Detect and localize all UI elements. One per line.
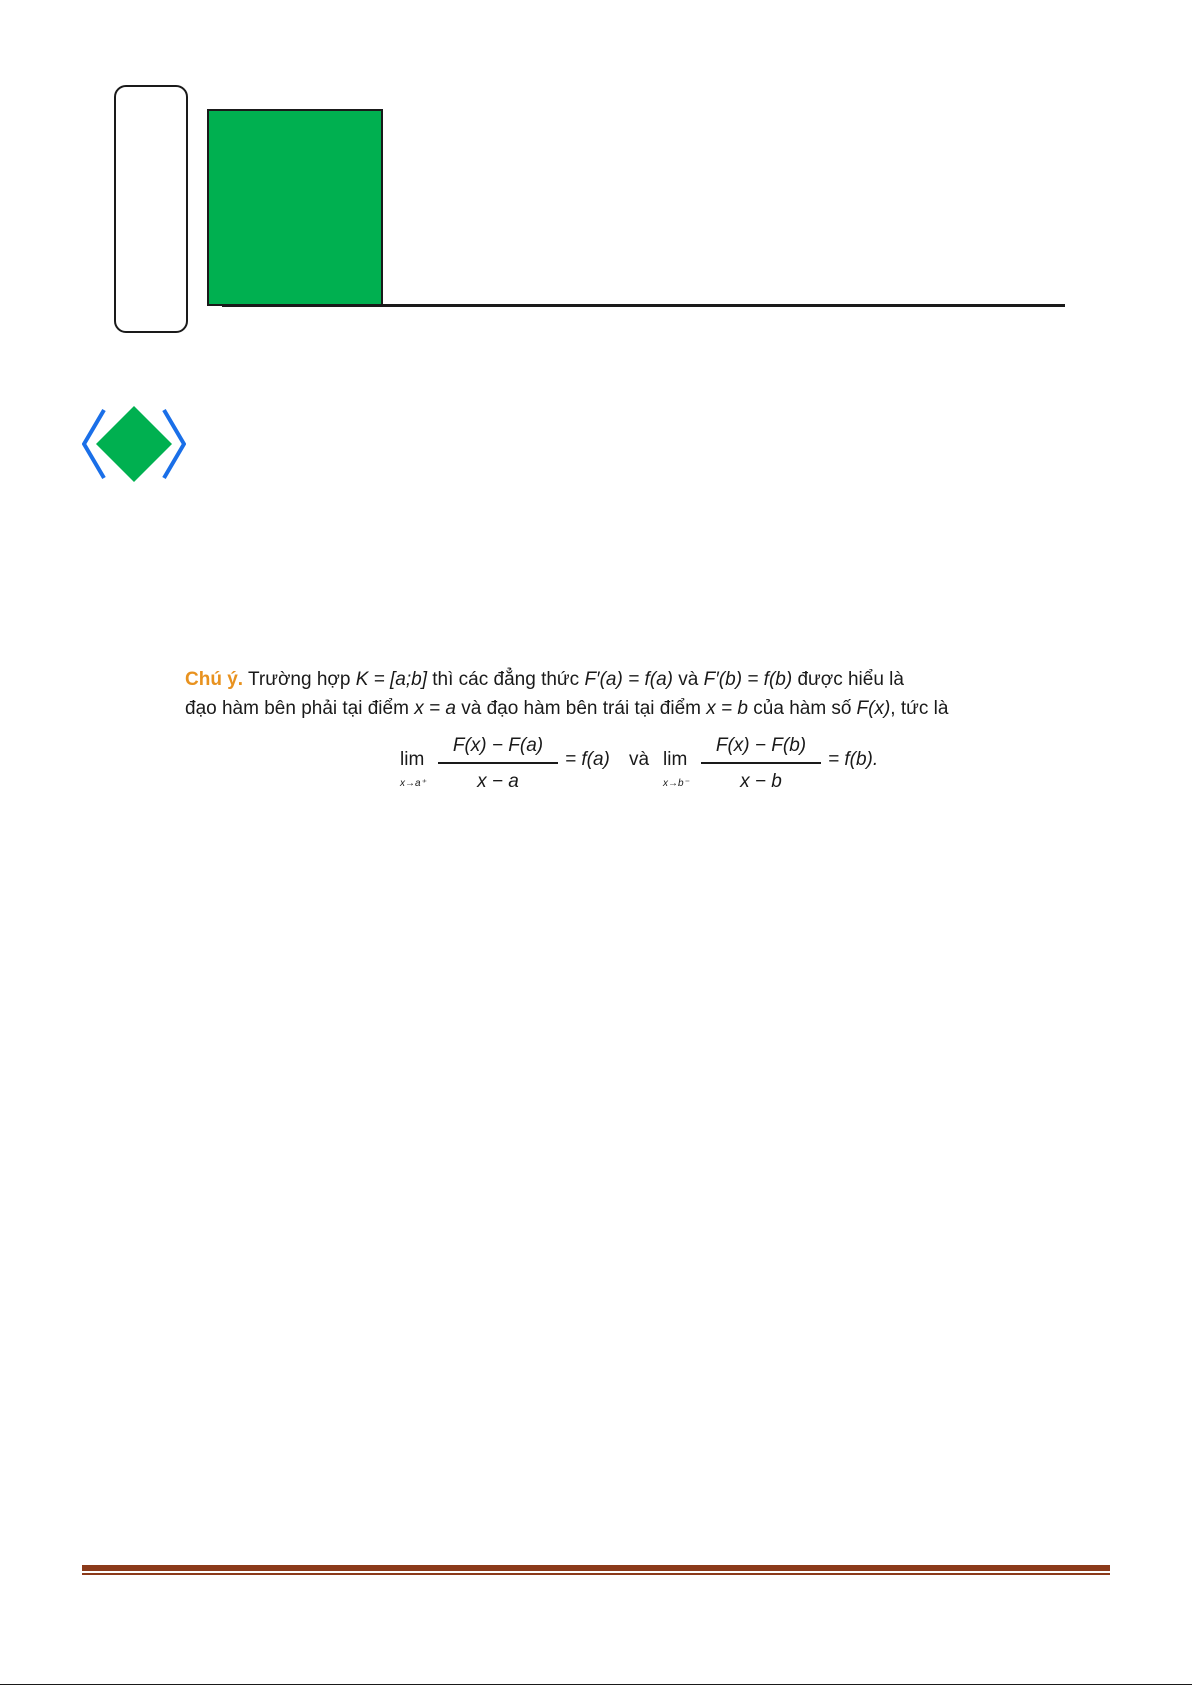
- fraction-numerator: F(x) − F(b): [715, 735, 807, 756]
- note-text: , tức là: [890, 698, 949, 719]
- math-eq-b: F′(b) = f(b): [703, 669, 793, 690]
- lim-subscript: x→a⁺: [400, 778, 426, 789]
- note-line-2: [185, 694, 948, 723]
- fraction-right: [701, 731, 821, 796]
- note-block: [185, 665, 1080, 793]
- fraction-denominator: x − a: [477, 770, 519, 792]
- note-text: đạo hàm bên phải tại điểm: [185, 698, 409, 719]
- lim-word: lim: [663, 749, 688, 770]
- fraction-numerator: F(x) − F(a): [452, 735, 544, 756]
- limit-result: = f(a): [565, 749, 610, 770]
- math-fx: F(x): [856, 698, 891, 719]
- math-k-interval: K = [a;b]: [355, 669, 427, 690]
- diamond-fill: [96, 406, 172, 482]
- math-eq-a: F′(a) = f(a): [584, 669, 673, 690]
- footer-rule-thick: [82, 1565, 1110, 1571]
- note-line-1: [185, 665, 904, 694]
- fraction-bar: [438, 762, 558, 764]
- fraction-bar: [701, 762, 821, 764]
- note-text: và: [678, 669, 699, 690]
- note-text: và đạo hàm bên trái tại điểm: [461, 698, 701, 719]
- lim-subscript: x→b⁻: [663, 778, 689, 789]
- fraction-left: [438, 731, 558, 796]
- note-text: của hàm số: [753, 698, 852, 719]
- footer-rule-thin: [82, 1573, 1110, 1575]
- math-x-eq-b: x = b: [706, 698, 748, 719]
- header-rule: [222, 304, 1065, 307]
- note-text: thì các đẳng thức: [432, 669, 580, 690]
- formula-conjunction: và: [629, 749, 650, 770]
- chapter-number-block: [207, 109, 383, 306]
- note-text: được hiểu là: [797, 669, 904, 690]
- fraction-denominator: x − b: [740, 770, 782, 792]
- math-x-eq-a: x = a: [414, 698, 456, 719]
- chapter-tab-frame: [114, 85, 188, 333]
- limit-result: = f(b).: [828, 749, 879, 770]
- note-label: Chú ý.: [185, 669, 244, 690]
- lim-word: lim: [400, 749, 425, 770]
- note-text: Trường hợp: [248, 669, 351, 690]
- diamond-icon: [82, 404, 186, 484]
